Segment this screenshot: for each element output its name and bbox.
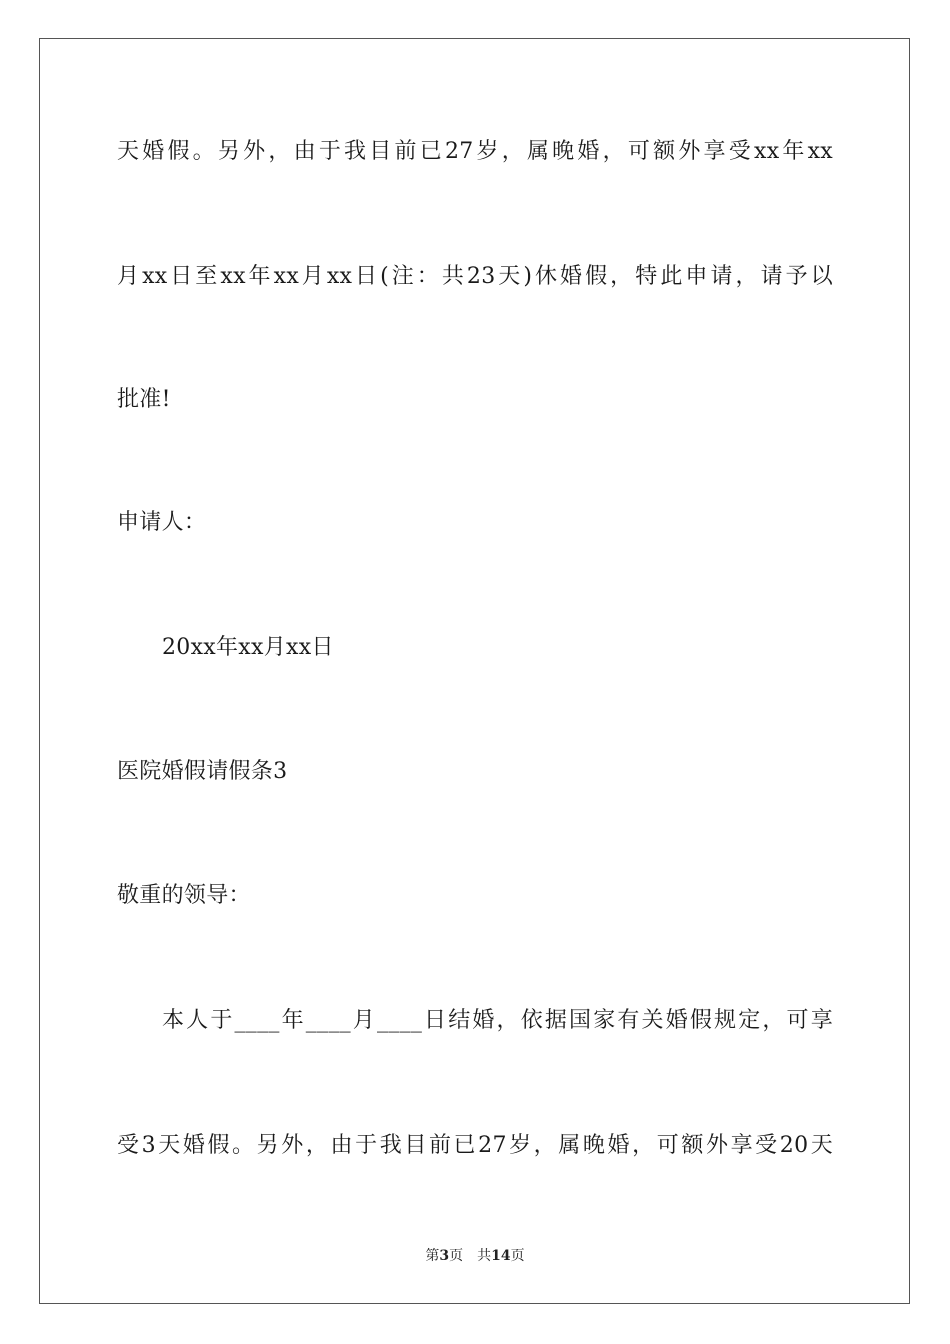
footer-total-prefix: 共 [477,1248,492,1264]
body-line-1: 天婚假。另外，由于我目前已27岁，属晚婚，可额外享受xx年xx [117,139,833,164]
footer-page-suffix: 页 [449,1248,464,1264]
date-line: 20xx年xx月xx日 [162,635,334,660]
section-heading: 医院婚假请假条3 [117,759,288,784]
body-line-3: 批准! [117,387,171,412]
applicant-label: 申请人： [117,510,207,535]
page-footer [0,1246,950,1266]
footer-page-prefix: 第 [425,1248,440,1264]
body-line-2: 月xx日至xx年xx月xx日(注：共23天)休婚假，特此申请，请予以 [117,264,833,289]
footer-page-current: 3 [439,1248,450,1264]
footer-total-suffix: 页 [510,1248,525,1264]
body-line-9: 受3天婚假。另外，由于我目前已27岁，属晚婚，可额外享受20天 [117,1133,833,1158]
page-frame [39,38,910,1304]
footer-total-pages: 14 [491,1248,511,1264]
body-line-8: 本人于____年____月____日结婚，依据国家有关婚假规定，可享 [162,1008,833,1033]
salutation: 敬重的领导： [117,883,251,908]
